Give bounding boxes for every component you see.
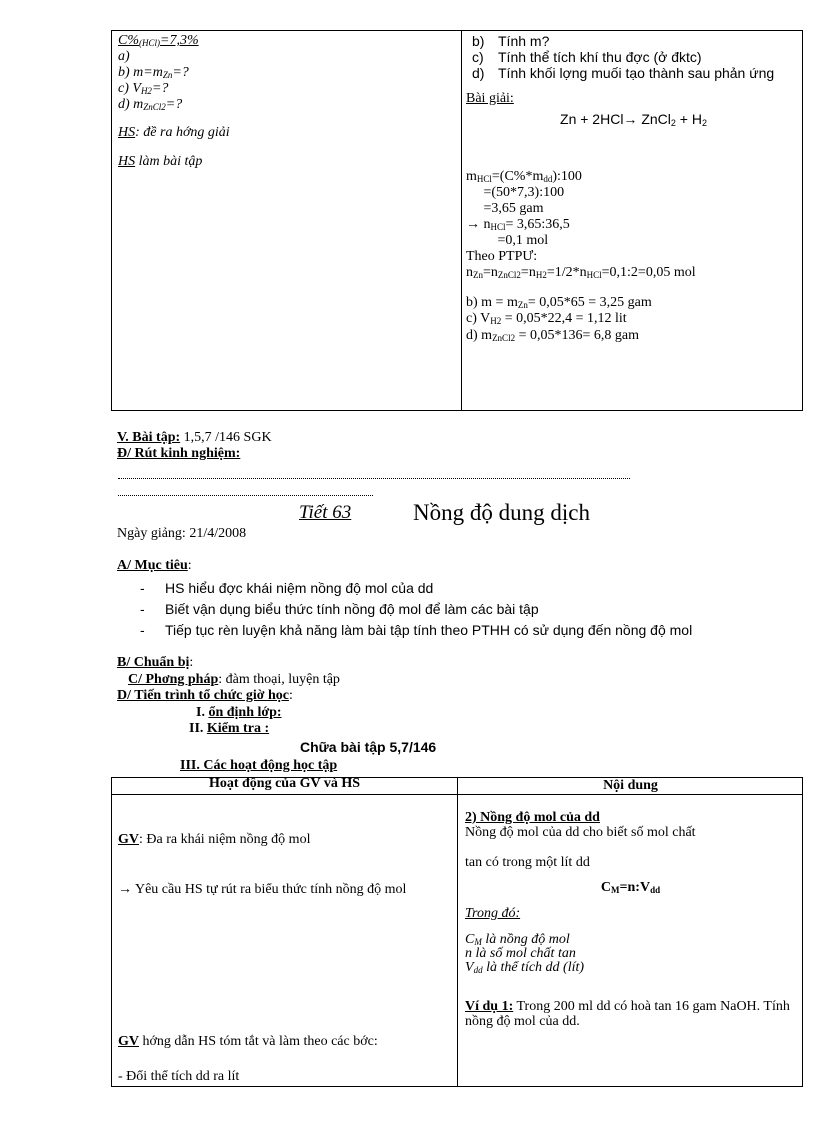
column-divider bbox=[457, 778, 458, 1086]
gv-note-text: hớng dẫn HS tóm tắt và làm theo các bớc: bbox=[139, 1034, 378, 1049]
calc-line: → $n_{HCl}=$ 3,65:36,5 bbox=[466, 217, 570, 232]
given-list bbox=[118, 33, 453, 113]
prep-heading bbox=[117, 655, 193, 671]
given-item: $C\%_{(HCl)}=7,3\%$ bbox=[118, 33, 199, 48]
hs-note-text: : đề ra hớng giải bbox=[135, 125, 230, 141]
question-list bbox=[466, 33, 801, 81]
objective-text: Biết vận dụng biểu thức tính nồng độ mol để làm các bài tập bbox=[165, 601, 539, 617]
gv-note-1 bbox=[118, 832, 310, 848]
step-2-detail: Chữa bài tập 5,7/146 bbox=[300, 739, 437, 755]
header-activities: Hoạt động của GV và HS bbox=[208, 776, 361, 791]
prep-label: B/ Chuẩn bị bbox=[117, 655, 190, 670]
solution-label: Bài giải: bbox=[466, 91, 514, 107]
calculation-steps bbox=[466, 169, 801, 282]
section-title: 2) Nồng độ mol của dd bbox=[465, 810, 600, 825]
calc-line: $n_{Zn}=n_{ZnCl2}=n_{H2}=1/2*n_{HCl}=0,1:2=0,05$ mol bbox=[466, 265, 696, 281]
gv-note-2 bbox=[118, 1035, 448, 1050]
answer-line: d) $m_{ZnCl2} = 0,05*136= 6,8$ gam bbox=[466, 327, 639, 343]
step-1 bbox=[196, 705, 282, 721]
definition-line-1: Nồng độ mol của dd cho biết số mol chất bbox=[465, 825, 696, 840]
activity-table bbox=[111, 777, 803, 1087]
step-label: ổn định lớp: bbox=[208, 705, 282, 720]
where-item: $V_{dd}$ là thể tích dd (lít) bbox=[465, 960, 585, 975]
content-column bbox=[466, 33, 801, 344]
calc-line: =3,65 gam bbox=[466, 200, 544, 216]
hs-label: HS bbox=[118, 153, 136, 169]
example-label: Ví dụ 1: bbox=[465, 999, 514, 1014]
question-label: c) bbox=[472, 49, 484, 66]
dotted-line-2 bbox=[118, 495, 373, 496]
method-label: C/ Phơng pháp bbox=[128, 672, 219, 687]
question-text: Tính thể tích khí thu đợc (ở đktc) bbox=[498, 49, 702, 66]
column-divider bbox=[461, 31, 462, 410]
step-3-label: III. Các hoạt động học tập bbox=[180, 758, 338, 773]
gv-label: GV bbox=[118, 1034, 139, 1049]
homework-line bbox=[117, 430, 272, 446]
question-item bbox=[466, 33, 801, 49]
objectives-heading bbox=[117, 558, 192, 574]
question-label: b) bbox=[472, 33, 485, 49]
given-item: c) $V_{H2}=$? bbox=[118, 81, 169, 97]
answer-list bbox=[466, 295, 801, 343]
where-list bbox=[465, 933, 584, 975]
activity-column bbox=[118, 33, 453, 170]
question-text: Tính khối lợng muối tạo thành sau phản ứng bbox=[498, 65, 775, 82]
gv-note-text: : Đa ra khái niệm nồng độ mol bbox=[139, 832, 311, 847]
colon: : bbox=[288, 688, 293, 703]
question-item bbox=[466, 49, 801, 65]
header-content: Nội dung bbox=[603, 778, 658, 793]
teaching-date: Ngày giảng: 21/4/2008 bbox=[117, 526, 247, 541]
lesson-title: Nồng độ dung dịch bbox=[413, 500, 590, 525]
review-label: Đ/ Rút kinh nghiệm: bbox=[117, 446, 241, 461]
method-heading bbox=[128, 672, 340, 688]
answer-line: b) $m = m_{Zn}= 0,05*65 = 3,25$ gam bbox=[466, 295, 652, 311]
hs-note-1 bbox=[118, 125, 453, 141]
objective-text: Tiếp tục rèn luyện khả năng làm bài tập tính theo PTHH có sử dụng đến nồng độ mol bbox=[165, 622, 693, 638]
question-label: d) bbox=[472, 65, 485, 82]
calc-line: =0,1 mol bbox=[466, 233, 549, 249]
reaction-equation: Zn + 2HCl→ ZnCl$_2$ + $H_2$ bbox=[560, 111, 707, 129]
question-text: Tính m? bbox=[498, 33, 550, 49]
objectives-label: A/ Mục tiêu bbox=[117, 558, 188, 573]
answer-line: c) $V_{H2} = 0,05*22,4 = 1,12$ lit bbox=[466, 311, 627, 327]
given-item: d) $m_{ZnCl2}=$? bbox=[118, 97, 183, 113]
colon: : bbox=[189, 655, 194, 670]
homework-text: 1,5,7 /146 SGK bbox=[180, 430, 272, 445]
step-number: II. bbox=[189, 721, 207, 736]
where-label: Trong đó: bbox=[465, 906, 521, 921]
molarity-formula: $C_M=n:V_{dd}$ bbox=[600, 880, 661, 895]
objective-text: HS hiểu đợc khái niệm nồng độ mol của dd bbox=[165, 580, 434, 596]
given-item: b) $m=m_{Zn}=$? bbox=[118, 65, 189, 81]
gv-request: → Yêu cầu HS tự rút ra biểu thức tính nồng độ mol bbox=[118, 882, 407, 897]
calc-line: =(50*7,3):100 bbox=[466, 184, 565, 200]
step-2 bbox=[189, 721, 269, 737]
process-label: D/ Tiến trình tổ chức giờ học bbox=[117, 688, 289, 703]
definition-line-2: tan có trong một lít dd bbox=[465, 855, 590, 870]
homework-label: V. Bài tập: bbox=[117, 430, 181, 445]
where-item: n là số mol chất tan bbox=[465, 946, 576, 961]
hs-note-2 bbox=[118, 154, 453, 170]
where-item: $C_M$ là nồng độ mol bbox=[465, 932, 570, 947]
question-item bbox=[466, 65, 801, 81]
solution-table bbox=[111, 30, 803, 411]
step-number: I. bbox=[196, 705, 209, 720]
gv-label: GV bbox=[118, 832, 139, 847]
calc-line: $m_{HCl}=(C\%*m_{dd}):100$ bbox=[466, 168, 582, 184]
dotted-line-1 bbox=[118, 478, 630, 479]
hs-label: HS bbox=[118, 125, 136, 141]
method-text: : đàm thoại, luyện tập bbox=[218, 672, 340, 687]
colon: : bbox=[187, 558, 192, 573]
calc-line: Theo PTPƯ: bbox=[466, 249, 538, 265]
lesson-number: Tiết 63 bbox=[299, 502, 352, 523]
hs-note-text: làm bài tập bbox=[135, 153, 203, 169]
example-1 bbox=[465, 1000, 795, 1029]
process-heading bbox=[117, 688, 293, 704]
header-divider bbox=[112, 794, 802, 795]
step-label: Kiểm tra : bbox=[206, 721, 270, 736]
given-item: a) bbox=[118, 49, 130, 65]
example-text: Trong 200 ml dd có hoà tan 16 gam NaOH. Tính nồng độ mol của dd. bbox=[465, 999, 790, 1029]
gv-step: - Đổi thể tích dd ra lít bbox=[118, 1069, 240, 1084]
